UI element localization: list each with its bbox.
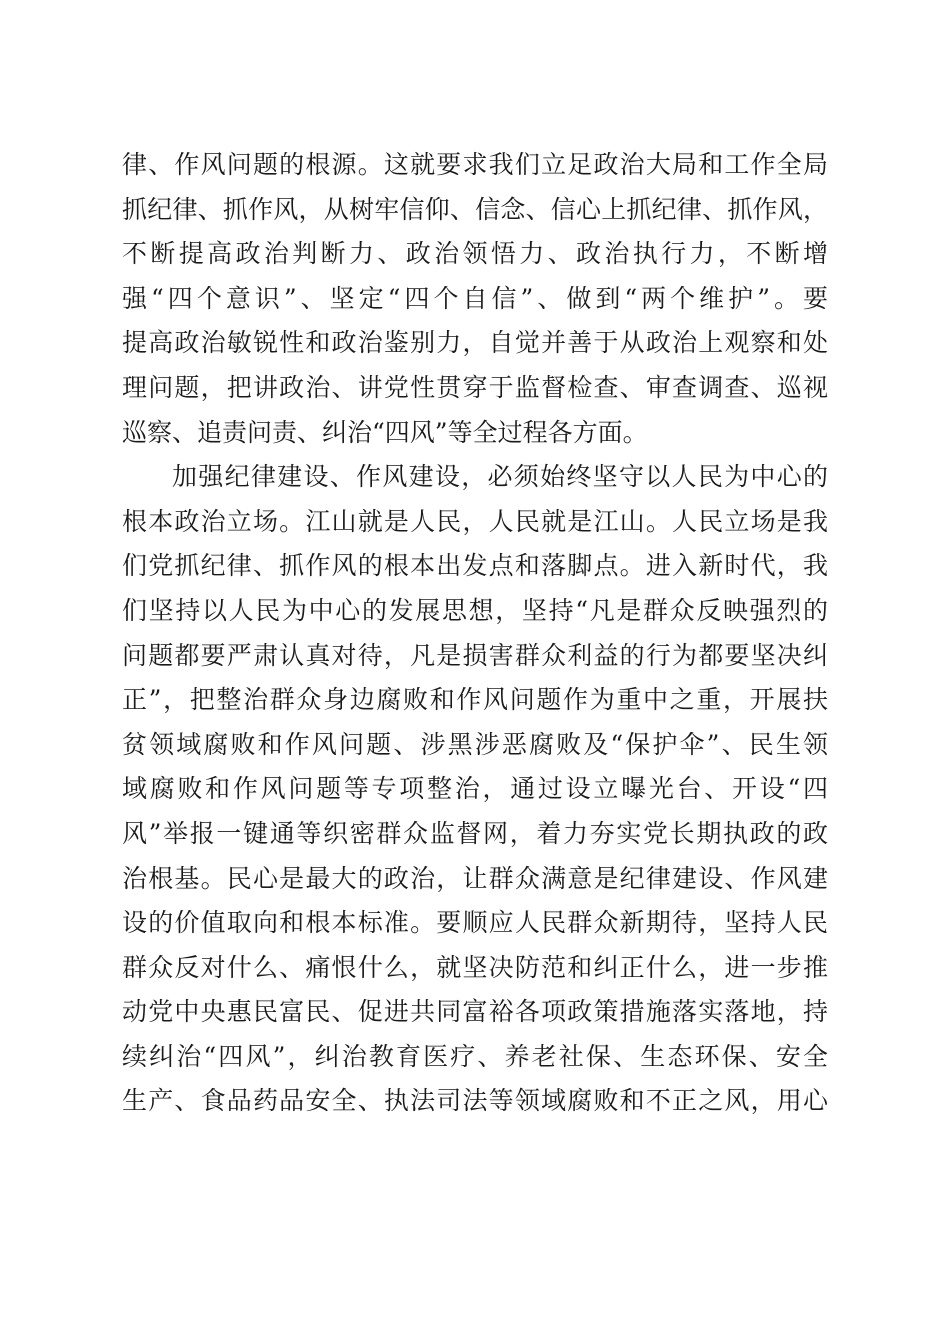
text-line: 域腐败和作风问题等专项整治，通过设立曝光台、开设“四 <box>122 774 828 804</box>
text-line: 们党抓纪律、抓作风的根本出发点和落脚点。进入新时代，我 <box>122 551 828 581</box>
text-line: 续纠治“四风”，纠治教育医疗、养老社保、生态环保、安全 <box>122 1041 828 1071</box>
text-line: 们坚持以人民为中心的发展思想，坚持“凡是群众反映强烈的 <box>122 595 828 625</box>
paragraph-start-line: 加强纪律建设、作风建设，必须始终坚守以人民为中心的 <box>172 462 828 492</box>
text-line: 治根基。民心是最大的政治，让群众满意是纪律建设、作风建 <box>122 863 828 893</box>
text-line: 正”，把整治群众身边腐败和作风问题作为重中之重，开展扶 <box>122 685 828 715</box>
text-line: 贫领域腐败和作风问题、涉黑涉恶腐败及“保护伞”、民生领 <box>122 729 828 759</box>
text-line: 群众反对什么、痛恨什么，就坚决防范和纠正什么，进一步推 <box>122 952 828 982</box>
text-line: 问题都要严肃认真对待，凡是损害群众利益的行为都要坚决纠 <box>122 640 828 670</box>
text-line: 提高政治敏锐性和政治鉴别力，自觉并善于从政治上观察和处 <box>122 328 828 358</box>
text-line: 巡察、追责问责、纠治“四风”等全过程各方面。 <box>122 417 648 447</box>
body-text <box>122 143 828 1124</box>
text-line: 生产、食品药品安全、执法司法等领域腐败和不正之风，用心 <box>122 1086 828 1116</box>
text-line: 根本政治立场。江山就是人民，人民就是江山。人民立场是我 <box>122 506 828 536</box>
text-line: 风”举报一键通等织密群众监督网，着力夯实党长期执政的政 <box>122 818 828 848</box>
text-line: 设的价值取向和根本标准。要顺应人民群众新期待，坚持人民 <box>122 908 828 938</box>
text-line: 动党中央惠民富民、促进共同富裕各项政策措施落实落地，持 <box>122 997 828 1027</box>
text-line: 抓纪律、抓作风，从树牢信仰、信念、信心上抓纪律、抓作风， <box>122 194 828 224</box>
text-line: 理问题，把讲政治、讲党性贯穿于监督检查、审查调查、巡视 <box>122 372 828 402</box>
text-line: 不断提高政治判断力、政治领悟力、政治执行力，不断增 <box>122 239 828 269</box>
text-line: 强“四个意识”、坚定“四个自信”、做到“两个维护”。要 <box>122 283 828 313</box>
text-line: 律、作风问题的根源。这就要求我们立足政治大局和工作全局 <box>122 150 828 179</box>
